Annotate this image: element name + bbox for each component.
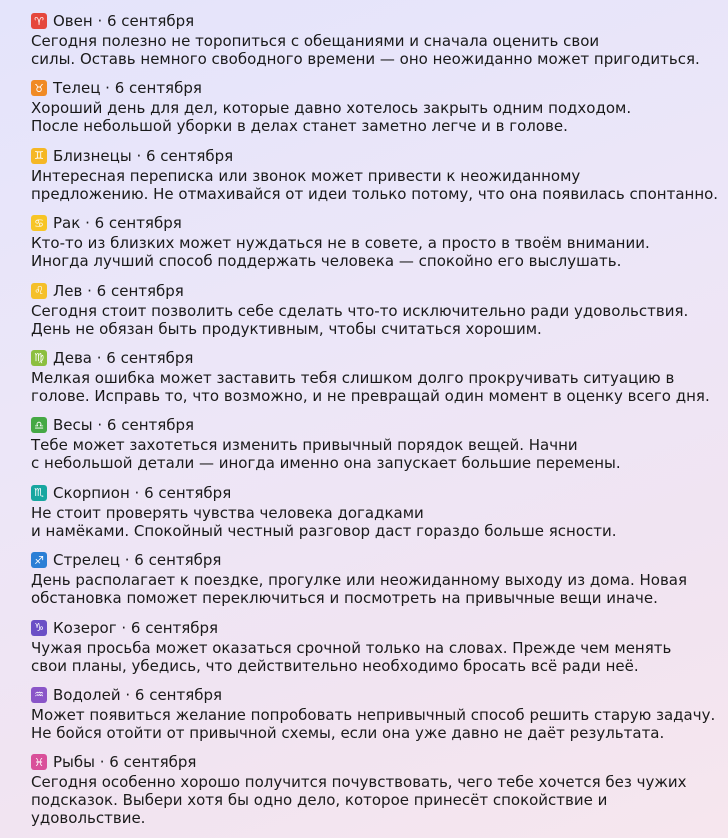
entry-text: Хороший день для дел, которые давно хотелось закрыть одним подходом. После небольшой уборки в делах станет заметно легче и в голове. [31, 99, 632, 136]
entry-text: Интересная переписка или звонок может привести к неожиданному предложению. Не отмахивайся от идеи только потому, что она появилась спонтанно. [31, 166, 719, 203]
entry-title: Рак · 6 сентября [53, 214, 182, 233]
aquarius-icon: ♒ [31, 687, 47, 703]
entry-text: Сегодня особенно хорошо получится почувствовать, чего тебе хочется без чужих подсказок. Выбери хотя бы одно дело, которое принесёт спокойствие и удовольствие. [31, 773, 687, 828]
entry-text: Сегодня полезно не торопиться с обещаниями и сначала оценить свои силы. Оставь немного свободного времени — оно неожиданно может пригодиться. [31, 32, 700, 68]
leo-icon: ♌ [31, 283, 47, 299]
entry-text: Может появиться желание попробовать непривычный способ решить старую задачу. Не бойся отойти от привычной схемы, если она уже давно не даёт результата. [31, 705, 716, 742]
entry-title: Лев · 6 сентября [53, 281, 184, 300]
entry-text: Чужая просьба может оказаться срочной только на словах. Прежде чем менять свои планы, убедись, что действительно необходимо бросать всё ради неё. [31, 638, 672, 675]
horoscope-entry-virgo [31, 347, 728, 414]
entry-title: Весы · 6 сентября [53, 416, 195, 435]
entry-header [31, 280, 728, 302]
entry-title: Водолей · 6 сентября [53, 685, 223, 704]
entry-header [31, 10, 728, 32]
entry-text: Мелкая ошибка может заставить тебя слишком долго прокручивать ситуацию в голове. Исправь то, что возможно, и не превращай один момент в оценку всего дня. [31, 368, 710, 405]
entry-title: Овен · 6 сентября [53, 12, 195, 30]
entry-header [31, 617, 728, 639]
virgo-icon: ♍ [31, 350, 47, 366]
horoscope-entry-aquarius [31, 684, 728, 751]
horoscope-entry-capricorn [31, 617, 728, 684]
horoscope-entry-pisces [31, 751, 728, 828]
entry-header [31, 414, 728, 436]
horoscope-entry-scorpio [31, 482, 728, 549]
capricorn-icon: ♑ [31, 620, 47, 636]
entry-text: День располагает к поездке, прогулке или неожиданному выходу из дома. Новая обстановка поможет переключиться и посмотреть на привычные вещи иначе. [31, 571, 688, 608]
horoscope-entry-sagittarius [31, 549, 728, 616]
horoscope-entry-taurus [31, 77, 728, 144]
entry-title: Козерог · 6 сентября [53, 618, 219, 637]
entry-header [31, 77, 728, 99]
entry-header [31, 751, 728, 773]
horoscope-entry-aries [31, 10, 728, 77]
scorpio-icon: ♏ [31, 485, 47, 501]
entry-header [31, 549, 728, 571]
gemini-icon: ♊ [31, 148, 47, 164]
entry-text: Сегодня стоит позволить себе сделать что-то исключительно ради удовольствия. День не обязан быть продуктивным, чтобы считаться хорошим. [31, 301, 689, 338]
entry-header [31, 482, 728, 504]
entry-title: Дева · 6 сентября [53, 348, 194, 367]
pisces-icon: ♓ [31, 754, 47, 770]
cancer-icon: ♋ [31, 215, 47, 231]
horoscope-entry-cancer [31, 212, 728, 279]
entry-header [31, 347, 728, 369]
entry-title: Рыбы · 6 сентября [53, 753, 197, 772]
horoscope-entry-leo [31, 280, 728, 347]
horoscope-entry-gemini [31, 145, 728, 212]
entry-text: Тебе может захотеться изменить привычный порядок вещей. Начни с небольшой детали — иногда именно она запускает большие перемены. [31, 436, 621, 473]
horoscope-entry-libra [31, 414, 728, 481]
entry-text: Не стоит проверять чувства человека догадками и намёками. Спокойный честный разговор даст гораздо больше ясности. [31, 503, 617, 540]
aries-icon: ♈ [31, 13, 47, 29]
entry-title: Скорпион · 6 сентября [53, 483, 232, 502]
libra-icon: ♎ [31, 417, 47, 433]
taurus-icon: ♉ [31, 80, 47, 96]
entry-title: Близнецы · 6 сентября [53, 146, 234, 165]
entry-text: Кто-то из близких может нуждаться не в совете, а просто в твоём внимании. Иногда лучший способ поддержать человека — спокойно его выслушать. [31, 234, 650, 271]
entry-header [31, 212, 728, 234]
entry-header [31, 684, 728, 706]
sagittarius-icon: ♐ [31, 552, 47, 568]
entry-title: Стрелец · 6 сентября [53, 551, 222, 570]
entry-title: Телец · 6 сентября [53, 79, 202, 98]
entry-header [31, 145, 728, 167]
